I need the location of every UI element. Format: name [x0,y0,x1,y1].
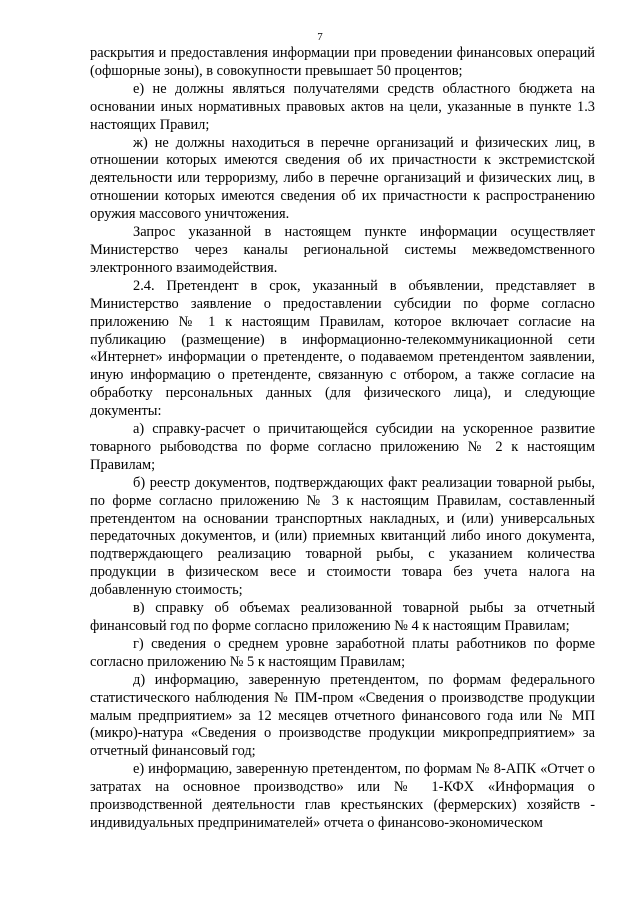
paragraph: е) информацию, заверенную претендентом, по формам № 8-АПК «Отчет о затратах на основное производство» или № 1-КФХ «Информация о производственной деятельности глав крестьянских (фермерских) хозяйств - индивидуальных предпринимателей» отчета о финансово-экономическом [90,761,595,831]
paragraph: 2.4. Претендент в срок, указанный в объявлении, представляет в Министерство заявление о предоставлении субсидии по форме согласно приложению № 1 к настоящим Правилам, которое включает согласие на публикацию (размещение) в информационно-телекоммуникационной сети «Интернет» информации о претенденте, о подаваемом претендентом заявлении, иную информацию о претенденте, связанную с отбором, а также согласие на обработку персональных данных (для физического лица), и следующие документы: [90,277,595,420]
paragraph: в) справку об объемах реализованной товарной рыбы за отчетный финансовый год по форме согласно приложению № 4 к настоящим Правилам; [90,600,595,634]
paragraph: Запрос указанной в настоящем пункте информации осуществляет Министерство через каналы региональной системы межведомственного электронного взаимодействия. [90,224,595,276]
paragraph: б) реестр документов, подтверждающих факт реализации товарной рыбы, по форме согласно приложению № 3 к настоящим Правилам, составленный претендентом на основании транспортных накладных, и (или) универсальных передаточных документов, и (или) приемных квитанций либо иного документа, подтверждающего реализацию товарной рыбы, с указанием количества продукции в физическом весе и стоимости товара без учета налога на добавленную стоимость; [90,474,595,599]
paragraph: д) информацию, заверенную претендентом, по формам федерального статистического наблюдения № ПМ-пром «Сведения о производстве продукции малым предприятием» за 12 месяцев отчетного финансового года или № МП (микро)-натура «Сведения о производстве продукции микропредприятием» за отчетный финансовый год; [90,671,595,760]
paragraph: г) сведения о среднем уровне заработной платы работников по форме согласно приложению № 5 к настоящим Правилам; [90,635,595,670]
paragraph: е) не должны являться получателями средств областного бюджета на основании иных нормативных правовых актов на цели, указанные в пункте 1.3 настоящих Правил; [90,80,595,133]
paragraph: а) справку-расчет о причитающейся субсидии на ускоренное развитие товарного рыбоводства по форме согласно приложению № 2 к настоящим Правилам; [90,421,595,473]
paragraph: раскрытия и предоставления информации при проведении финансовых операций (офшорные зоны), в совокупности превышает 50 процентов; [90,45,595,79]
paragraph: ж) не должны находиться в перечне организаций и физических лиц, в отношении которых имеются сведения об их причастности к экстремистской деятельности или терроризму, либо в перечне организаций и физических лиц, в отношении которых имеются сведения об их причастности к распространению оружия массового уничтожения. [90,134,595,223]
page-number: 7 [317,31,323,43]
document-body [90,45,595,833]
